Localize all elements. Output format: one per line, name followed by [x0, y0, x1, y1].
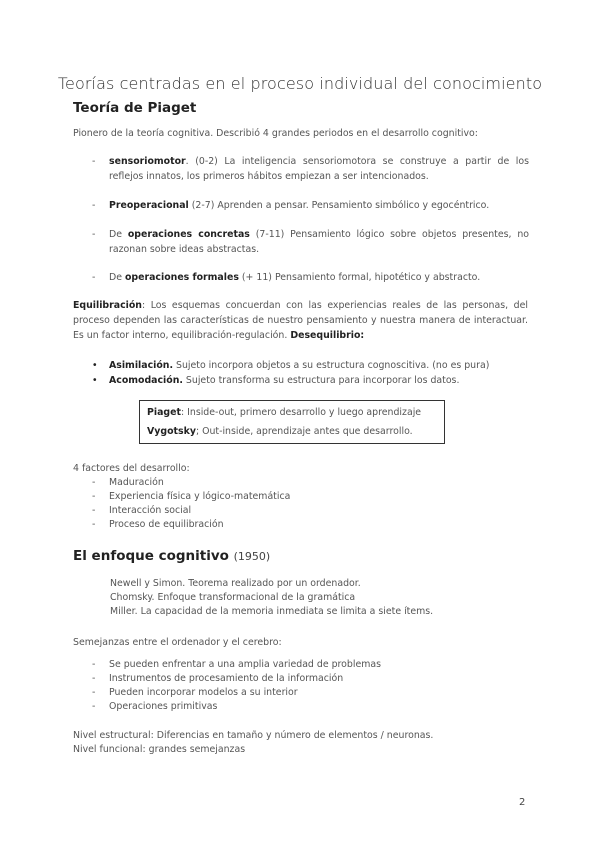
level-line: Nivel estructural: Diferencias en tamaño y número de elementos / neuronas.: [73, 730, 434, 741]
author-line: Chomsky. Enfoque transformacional de la gramática: [110, 592, 356, 603]
bullet-marker: -: [92, 156, 96, 167]
cognitivo-year: (1950): [233, 550, 271, 563]
author-line: Newell y Simon. Teorema realizado por un ordenador.: [110, 578, 361, 589]
bullet-marker: -: [92, 200, 96, 211]
page-title: Teorías centradas en el proceso individual del conocimiento: [57, 74, 543, 93]
cognitivo-heading: El enfoque cognitivo (1950): [73, 548, 271, 564]
piaget-intro: Pionero de la teoría cognitiva. Describió 4 grandes periodos en el desarrollo cognitivo:: [73, 128, 478, 139]
piaget-heading: Teoría de Piaget: [73, 100, 197, 116]
stage-item: - De operaciones concretas (7-11) Pensamiento lógico sobre objetos presentes, no razonan sobre ideas abstractas.: [92, 229, 530, 255]
factor-item: - Interacción social: [92, 505, 192, 516]
stage-name: operaciones formales: [124, 272, 239, 283]
process-name: Acomodación.: [109, 375, 183, 386]
process-name: Asimilación.: [109, 360, 174, 371]
comparison-box: [139, 400, 445, 444]
author-line: Miller. La capacidad de la memoria inmediata se limita a siete ítems.: [110, 606, 434, 617]
factor-item: - Maduración: [92, 477, 164, 488]
factor-item: - Proceso de equilibración: [92, 519, 224, 530]
equilibracion-paragraph: Equilibración: Los esquemas concuerdan con las experiencias reales de las personas, del proceso dependen las características de nuestro pensamiento y nuestra manera de interactuar. Es un factor interno, equilibración-regulación. Desequilibrio:: [73, 300, 528, 341]
similarity-item: - Se pueden enfrentar a una amplia variedad de problemas: [92, 659, 381, 670]
process-item: • Acomodación. Sujeto transforma su estructura para incorporar los datos.: [92, 375, 460, 386]
stage-name: operaciones concretas: [127, 229, 250, 240]
bullet-marker: -: [92, 272, 96, 283]
similarities-intro: Semejanzas entre el ordenador y el cerebro:: [73, 637, 282, 648]
similarity-item: - Instrumentos de procesamiento de la información: [92, 673, 344, 684]
bullet-marker: •: [92, 375, 98, 386]
stage-name: Preoperacional: [109, 200, 189, 211]
factor-item: - Experiencia física y lógico-matemática: [92, 491, 291, 502]
process-item: • Asimilación. Sujeto incorpora objetos a su estructura cognoscitiva. (no es pura): [92, 360, 490, 371]
page-number: 2: [519, 797, 526, 808]
comparison-line-vygotsky: Vygotsky; Out-inside, aprendizaje antes que desarrollo.: [147, 426, 413, 437]
stage-name: sensoriomotor: [109, 156, 186, 167]
equilibracion-term: Equilibración: [73, 300, 142, 311]
factors-intro: 4 factores del desarrollo:: [73, 463, 190, 474]
stage-item: - sensoriomotor. (0-2) La inteligencia sensoriomotora se construye a partir de los reflejos innatos, los primeros hábitos empiezan a ser intencionados.: [92, 156, 529, 182]
bullet-marker: •: [92, 360, 98, 371]
bullet-marker: -: [92, 229, 96, 240]
comparison-line-piaget: Piaget: Inside-out, primero desarrollo y luego aprendizaje: [147, 407, 422, 418]
similarity-item: - Operaciones primitivas: [92, 701, 218, 712]
stage-item: - Preoperacional (2-7) Aprenden a pensar. Pensamiento simbólico y egocéntrico.: [92, 200, 490, 211]
stage-item: - De operaciones formales (+ 11) Pensamiento formal, hipotético y abstracto.: [92, 272, 481, 283]
desequilibrio-term: Desequilibrio:: [290, 330, 365, 341]
level-line: Nivel funcional: grandes semejanzas: [73, 744, 246, 755]
similarity-item: - Pueden incorporar modelos a su interior: [92, 687, 298, 698]
